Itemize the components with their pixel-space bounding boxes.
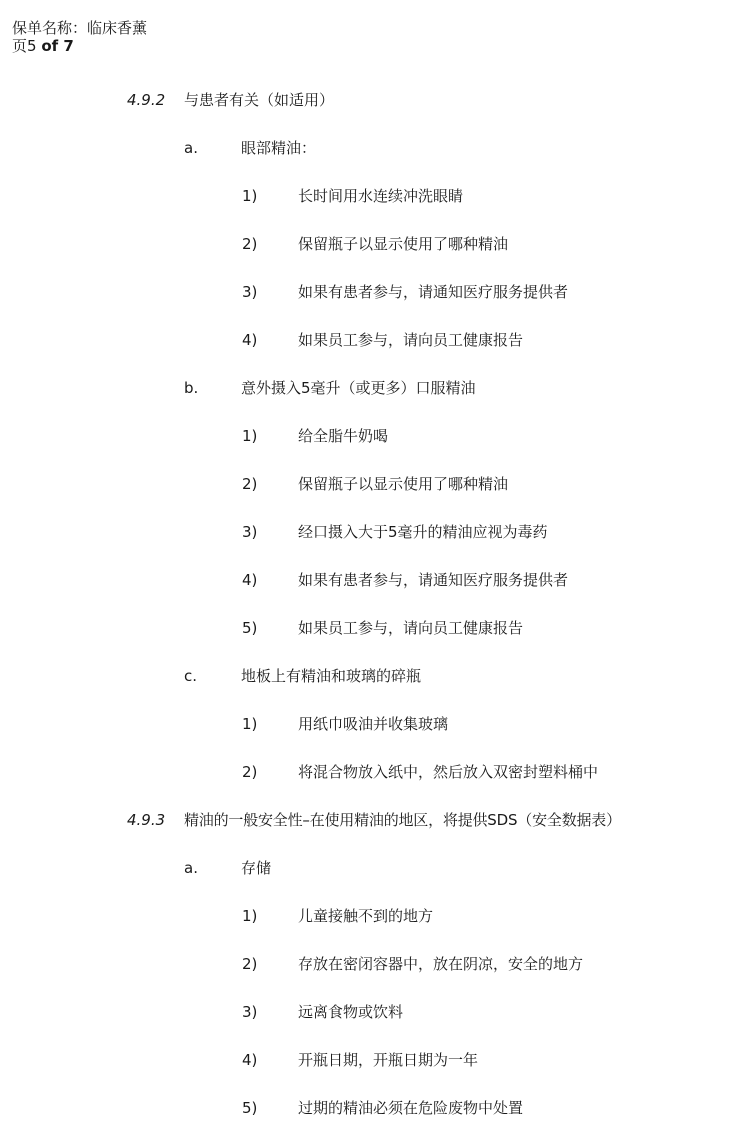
item-text: 儿童接触不到的地方 bbox=[298, 907, 434, 925]
item-number: 2) bbox=[242, 475, 258, 493]
item-number: 5) bbox=[242, 1099, 258, 1117]
section-number: 4.9.3 bbox=[127, 811, 166, 829]
list-item bbox=[0, 329, 730, 351]
section-4-9-3 bbox=[0, 809, 730, 831]
item-text: 保留瓶子以显示使用了哪种精油 bbox=[298, 475, 509, 493]
list-item bbox=[0, 1049, 730, 1071]
item-number: 2) bbox=[242, 235, 258, 253]
item-b-ingestion bbox=[0, 377, 730, 399]
item-text: 如果有患者参与，请通知医疗服务提供者 bbox=[298, 571, 569, 589]
section-4-9-2 bbox=[0, 89, 730, 111]
list-item bbox=[0, 233, 730, 255]
item-number: 1) bbox=[242, 907, 258, 925]
item-number: 4) bbox=[242, 331, 258, 349]
list-item bbox=[0, 617, 730, 639]
page-number-line bbox=[12, 38, 74, 55]
item-number: 5) bbox=[242, 619, 258, 637]
item-number: 3) bbox=[242, 1003, 258, 1021]
item-text: 用纸巾吸油并收集玻璃 bbox=[298, 715, 449, 733]
item-text: 远离食物或饮料 bbox=[298, 1003, 404, 1021]
item-text: 经口摄入大于5毫升的精油应视为毒药 bbox=[298, 523, 548, 541]
item-text: 眼部精油： bbox=[241, 139, 317, 157]
item-number: 3) bbox=[242, 523, 258, 541]
list-item bbox=[0, 521, 730, 543]
item-text: 意外摄入5毫升（或更多）口服精油 bbox=[241, 379, 476, 397]
policy-name-value: 临床香薰 bbox=[87, 19, 148, 37]
item-text: 如果员工参与，请向员工健康报告 bbox=[298, 331, 524, 349]
policy-name-line bbox=[12, 20, 147, 37]
list-item bbox=[0, 905, 730, 927]
item-text: 过期的精油必须在危险废物中处置 bbox=[298, 1099, 524, 1117]
item-text: 地板上有精油和玻璃的碎瓶 bbox=[241, 667, 422, 685]
list-item bbox=[0, 1001, 730, 1023]
list-item bbox=[0, 425, 730, 447]
item-number: 4) bbox=[242, 571, 258, 589]
item-number: 1) bbox=[242, 187, 258, 205]
list-item bbox=[0, 1097, 730, 1119]
item-text: 存放在密闭容器中，放在阴凉，安全的地方 bbox=[298, 955, 584, 973]
policy-name-label: 保单名称： bbox=[12, 19, 88, 37]
item-number: 1) bbox=[242, 427, 258, 445]
item-number: 1) bbox=[242, 715, 258, 733]
list-item bbox=[0, 713, 730, 735]
item-text: 将混合物放入纸中，然后放入双密封塑料桶中 bbox=[298, 763, 599, 781]
item-letter: b. bbox=[184, 379, 199, 397]
section-title: 与患者有关（如适用） bbox=[184, 91, 335, 109]
item-a-storage bbox=[0, 857, 730, 879]
item-number: 2) bbox=[242, 955, 258, 973]
list-item bbox=[0, 953, 730, 975]
page-of-total: of 7 bbox=[41, 37, 74, 55]
item-c-broken-bottle bbox=[0, 665, 730, 687]
item-letter: a. bbox=[184, 139, 198, 157]
item-text: 开瓶日期，开瓶日期为一年 bbox=[298, 1051, 479, 1069]
page-label: 页5 bbox=[12, 37, 42, 55]
item-number: 4) bbox=[242, 1051, 258, 1069]
list-item bbox=[0, 281, 730, 303]
item-text: 给全脂牛奶喝 bbox=[298, 427, 389, 445]
item-text: 如果员工参与，请向员工健康报告 bbox=[298, 619, 524, 637]
item-letter: c. bbox=[184, 667, 198, 685]
item-number: 2) bbox=[242, 763, 258, 781]
list-item bbox=[0, 473, 730, 495]
item-text: 如果有患者参与，请通知医疗服务提供者 bbox=[298, 283, 569, 301]
item-letter: a. bbox=[184, 859, 198, 877]
section-number: 4.9.2 bbox=[127, 91, 166, 109]
section-title: 精油的一般安全性–在使用精油的地区，将提供SDS（安全数据表） bbox=[184, 811, 621, 829]
item-a-eye bbox=[0, 137, 730, 159]
item-number: 3) bbox=[242, 283, 258, 301]
item-text: 长时间用水连续冲洗眼睛 bbox=[298, 187, 464, 205]
item-text: 保留瓶子以显示使用了哪种精油 bbox=[298, 235, 509, 253]
list-item bbox=[0, 761, 730, 783]
list-item bbox=[0, 569, 730, 591]
list-item bbox=[0, 185, 730, 207]
item-text: 存储 bbox=[241, 859, 272, 877]
